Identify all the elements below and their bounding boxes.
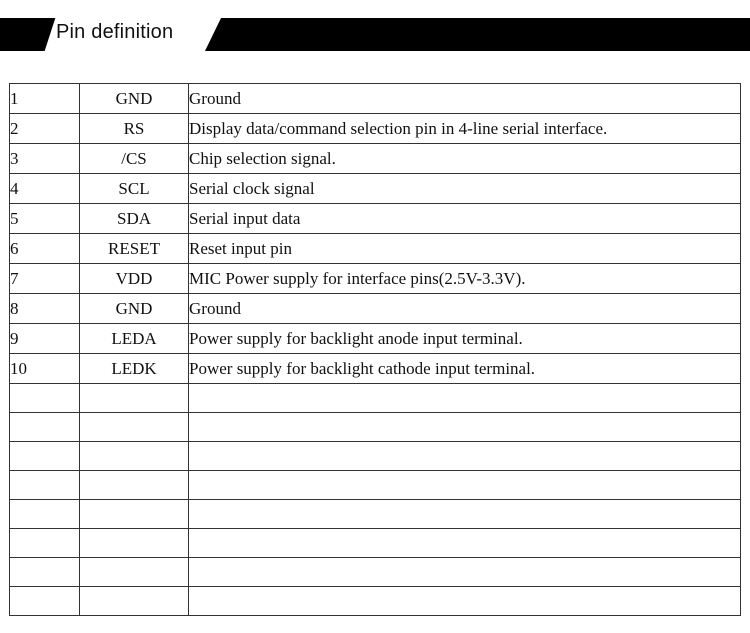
table-row	[10, 324, 741, 354]
table-row	[10, 204, 741, 234]
table-row	[10, 234, 741, 264]
empty-table-row	[10, 587, 741, 616]
empty-cell	[10, 500, 80, 529]
pin-name-cell: GND	[80, 84, 189, 114]
empty-cell	[80, 529, 189, 558]
empty-cell	[80, 558, 189, 587]
empty-cell	[10, 384, 80, 413]
empty-cell	[80, 413, 189, 442]
page-title: Pin definition	[56, 21, 174, 43]
pin-number-cell: 5	[10, 204, 80, 234]
pin-name-cell: LEDK	[80, 354, 189, 384]
empty-cell	[80, 471, 189, 500]
pin-number-cell: 10	[10, 354, 80, 384]
pin-description-cell: Serial clock signal	[189, 174, 741, 204]
empty-table-row	[10, 529, 741, 558]
pin-number-cell: 1	[10, 84, 80, 114]
empty-cell	[80, 384, 189, 413]
pin-table	[9, 83, 741, 616]
empty-table-row	[10, 442, 741, 471]
pin-description-cell: Ground	[189, 294, 741, 324]
table-row	[10, 294, 741, 324]
pin-description-cell: MIC Power supply for interface pins(2.5V-3.3V).	[189, 264, 741, 294]
pin-number-cell: 8	[10, 294, 80, 324]
empty-cell	[80, 500, 189, 529]
pin-name-cell: VDD	[80, 264, 189, 294]
table-row	[10, 174, 741, 204]
empty-cell	[10, 413, 80, 442]
empty-cell	[189, 587, 741, 616]
pin-description-cell: Serial input data	[189, 204, 741, 234]
empty-cell	[80, 442, 189, 471]
pin-description-cell: Display data/command selection pin in 4-line serial interface.	[189, 114, 741, 144]
pin-number-cell: 4	[10, 174, 80, 204]
empty-table-row	[10, 471, 741, 500]
empty-cell	[10, 471, 80, 500]
pin-description-cell: Reset input pin	[189, 234, 741, 264]
pin-number-cell: 2	[10, 114, 80, 144]
header-tab	[44, 16, 222, 53]
pin-number-cell: 6	[10, 234, 80, 264]
pin-name-cell: SCL	[80, 174, 189, 204]
pin-number-cell: 7	[10, 264, 80, 294]
table-row	[10, 354, 741, 384]
table-row	[10, 144, 741, 174]
pin-description-cell: Power supply for backlight anode input terminal.	[189, 324, 741, 354]
pin-name-cell: /CS	[80, 144, 189, 174]
empty-cell	[10, 442, 80, 471]
empty-cell	[189, 471, 741, 500]
table-row	[10, 114, 741, 144]
pin-name-cell: LEDA	[80, 324, 189, 354]
empty-cell	[80, 587, 189, 616]
empty-table-row	[10, 500, 741, 529]
pin-number-cell: 3	[10, 144, 80, 174]
empty-cell	[10, 587, 80, 616]
pin-name-cell: GND	[80, 294, 189, 324]
pin-description-cell: Ground	[189, 84, 741, 114]
pin-description-cell: Power supply for backlight cathode input terminal.	[189, 354, 741, 384]
pin-number-cell: 9	[10, 324, 80, 354]
empty-cell	[189, 413, 741, 442]
empty-cell	[189, 558, 741, 587]
empty-cell	[10, 529, 80, 558]
empty-cell	[189, 500, 741, 529]
empty-cell	[189, 442, 741, 471]
empty-table-row	[10, 413, 741, 442]
pin-name-cell: SDA	[80, 204, 189, 234]
empty-cell	[189, 384, 741, 413]
empty-cell	[10, 558, 80, 587]
pin-name-cell: RS	[80, 114, 189, 144]
empty-cell	[189, 529, 741, 558]
table-row	[10, 264, 741, 294]
empty-table-row	[10, 384, 741, 413]
pin-table-body	[10, 84, 741, 616]
pin-name-cell: RESET	[80, 234, 189, 264]
empty-table-row	[10, 558, 741, 587]
table-row	[10, 84, 741, 114]
pin-description-cell: Chip selection signal.	[189, 144, 741, 174]
